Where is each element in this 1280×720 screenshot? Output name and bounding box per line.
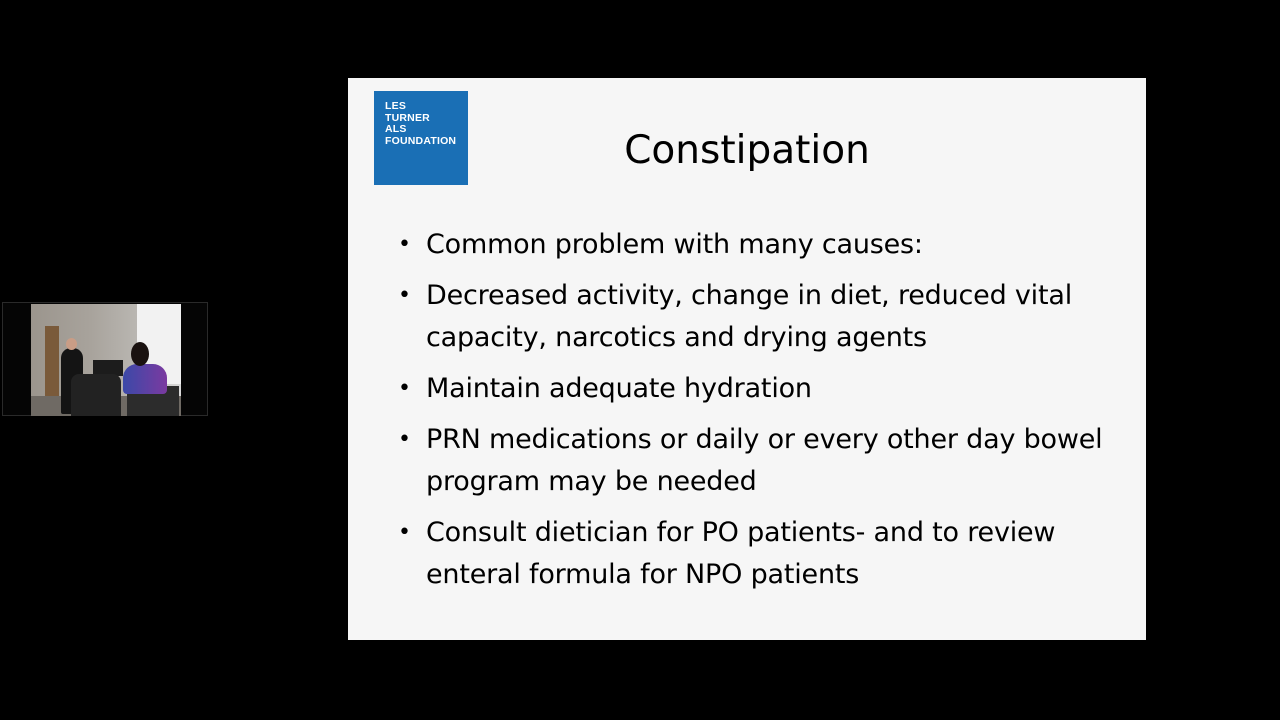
logo-line: LES <box>385 100 407 112</box>
bullet-dot-icon: • <box>398 283 411 308</box>
logo-line: FOUNDATION <box>385 134 457 147</box>
bullet-text: Common problem with many causes: <box>426 229 923 260</box>
bullet-text: Consult dietician for PO patients- and to review enteral formula for NPO patients <box>426 517 1056 590</box>
presenter-video-feed <box>31 304 181 416</box>
slide-title: Constipation <box>624 128 870 173</box>
bullet-dot-icon: • <box>398 520 411 545</box>
bullet-item <box>398 512 1118 596</box>
bullet-item <box>398 275 1118 359</box>
bullet-item <box>398 419 1118 503</box>
bullet-text: Maintain adequate hydration <box>426 373 812 404</box>
bullet-text: PRN medications or daily or every other day bowel program may be needed <box>426 424 1103 497</box>
bullet-dot-icon: • <box>398 232 411 257</box>
presentation-slide <box>348 78 1146 640</box>
logo-line: TURNER <box>385 111 430 124</box>
bullet-dot-icon: • <box>398 376 411 401</box>
bullet-item <box>398 368 1118 410</box>
bullet-text: Decreased activity, change in diet, reduced vital capacity, narcotics and drying agents <box>426 280 1073 353</box>
presenter-camera-view <box>2 302 208 416</box>
bullet-dot-icon: • <box>398 427 411 452</box>
bullet-item <box>398 224 1118 266</box>
logo-line: ALS <box>385 123 407 135</box>
bullet-list <box>398 224 1118 605</box>
